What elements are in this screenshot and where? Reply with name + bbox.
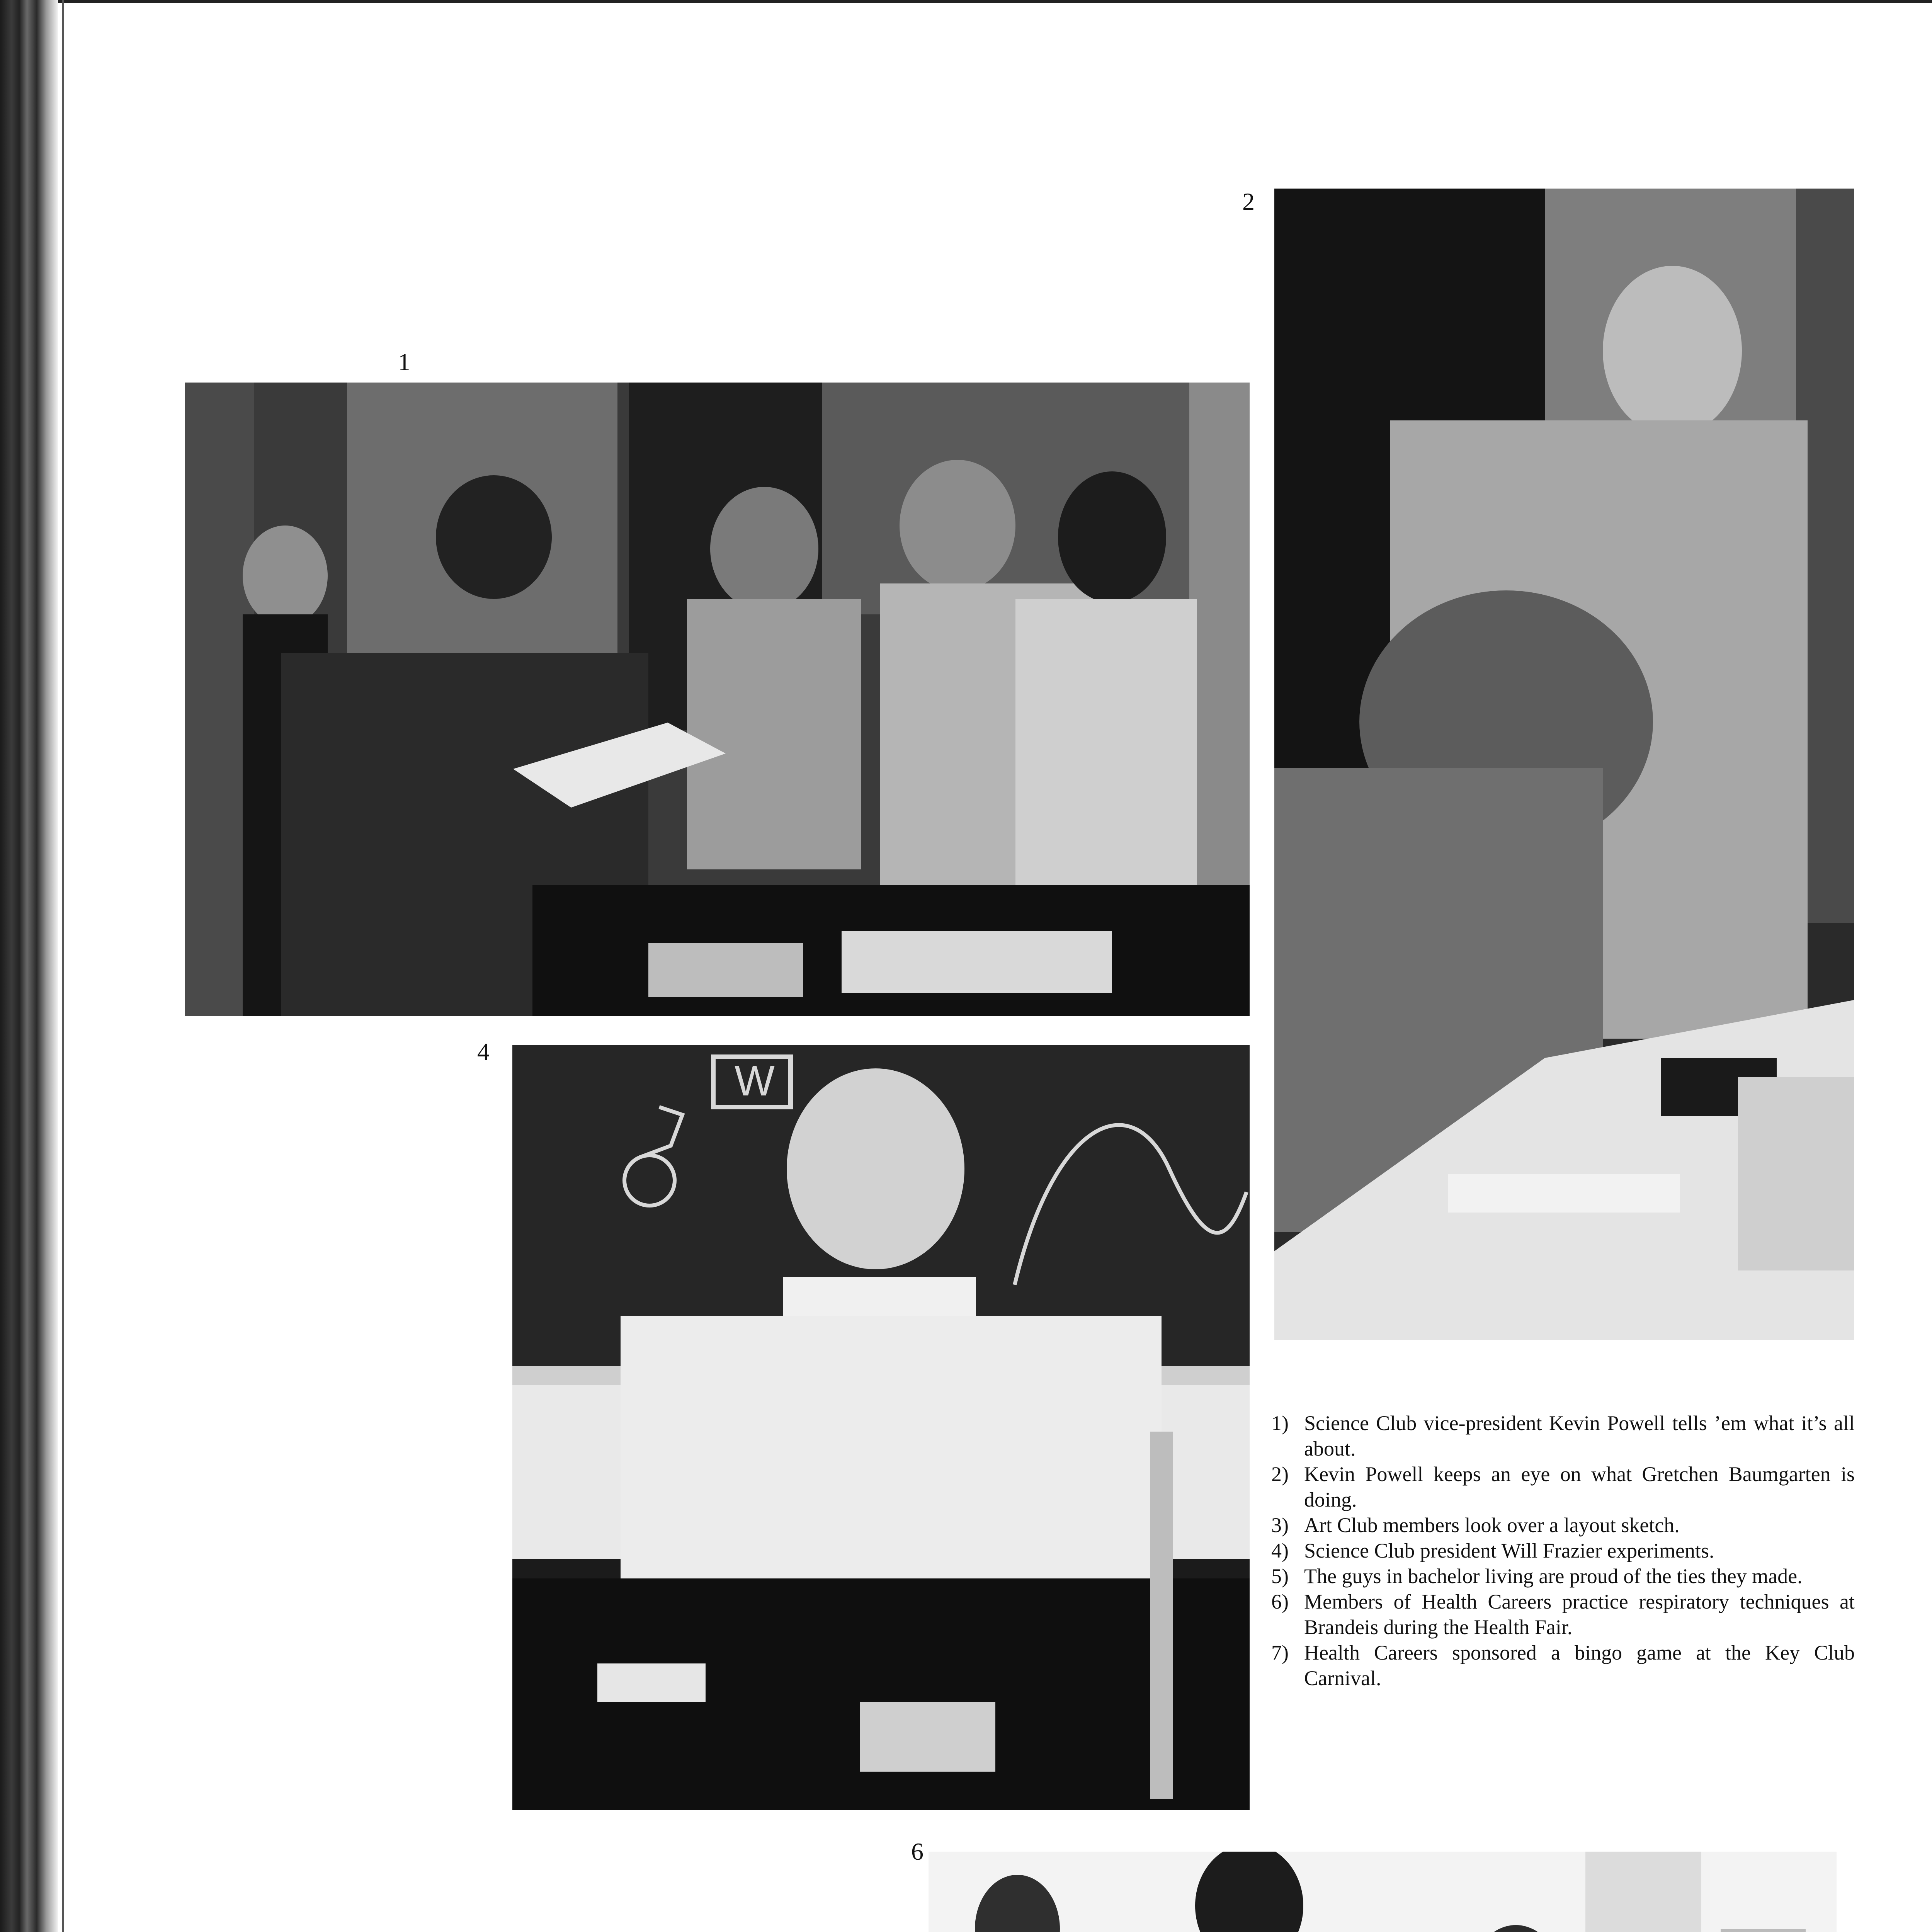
caption-text: Members of Health Careers practice respiratory techniques at Brandeis during the Health Fair. bbox=[1304, 1590, 1855, 1639]
caption-4 bbox=[1271, 1538, 1855, 1563]
photo-4 bbox=[512, 1045, 1250, 1810]
photo-2-number: 2 bbox=[1242, 188, 1255, 215]
caption-number: 3) bbox=[1271, 1514, 1289, 1537]
caption-number: 1) bbox=[1271, 1412, 1289, 1435]
caption-text: The guys in bachelor living are proud of the ties they made. bbox=[1304, 1565, 1803, 1588]
caption-1 bbox=[1271, 1410, 1855, 1461]
caption-number: 2) bbox=[1271, 1463, 1289, 1486]
photo-1-image bbox=[185, 383, 1250, 1016]
caption-3 bbox=[1271, 1512, 1855, 1538]
caption-text: Health Careers sponsored a bingo game at the Key Club Carnival. bbox=[1304, 1641, 1855, 1690]
caption-6 bbox=[1271, 1589, 1855, 1640]
photo-4-number: 4 bbox=[477, 1038, 490, 1065]
photo-4-image bbox=[512, 1045, 1250, 1810]
photo-6-number: 6 bbox=[911, 1838, 923, 1865]
caption-number: 4) bbox=[1271, 1539, 1289, 1562]
page-top-edge bbox=[0, 0, 1932, 3]
photo-6-image bbox=[929, 1852, 1837, 1932]
caption-2 bbox=[1271, 1461, 1855, 1512]
caption-number: 6) bbox=[1271, 1590, 1289, 1613]
caption-number: 5) bbox=[1271, 1565, 1289, 1588]
photo-2 bbox=[1274, 189, 1854, 1340]
caption-number: 7) bbox=[1271, 1641, 1289, 1664]
book-binding bbox=[0, 0, 58, 1932]
chalkboard-letter: W bbox=[735, 1057, 775, 1105]
caption-5 bbox=[1271, 1563, 1855, 1589]
caption-text: Kevin Powell keeps an eye on what Gretchen Baumgarten is doing. bbox=[1304, 1463, 1855, 1511]
photo-1 bbox=[185, 383, 1250, 1016]
caption-list bbox=[1271, 1410, 1855, 1691]
photo-6 bbox=[929, 1852, 1837, 1932]
binding-line bbox=[62, 0, 64, 1932]
caption-text: Science Club president Will Frazier experiments. bbox=[1304, 1539, 1714, 1562]
caption-text: Art Club members look over a layout sketch. bbox=[1304, 1514, 1680, 1537]
caption-7 bbox=[1271, 1640, 1855, 1691]
photo-1-number: 1 bbox=[398, 348, 410, 376]
photo-2-image bbox=[1274, 189, 1854, 1340]
caption-text: Science Club vice-president Kevin Powell tells ’em what it’s all about. bbox=[1304, 1412, 1855, 1460]
